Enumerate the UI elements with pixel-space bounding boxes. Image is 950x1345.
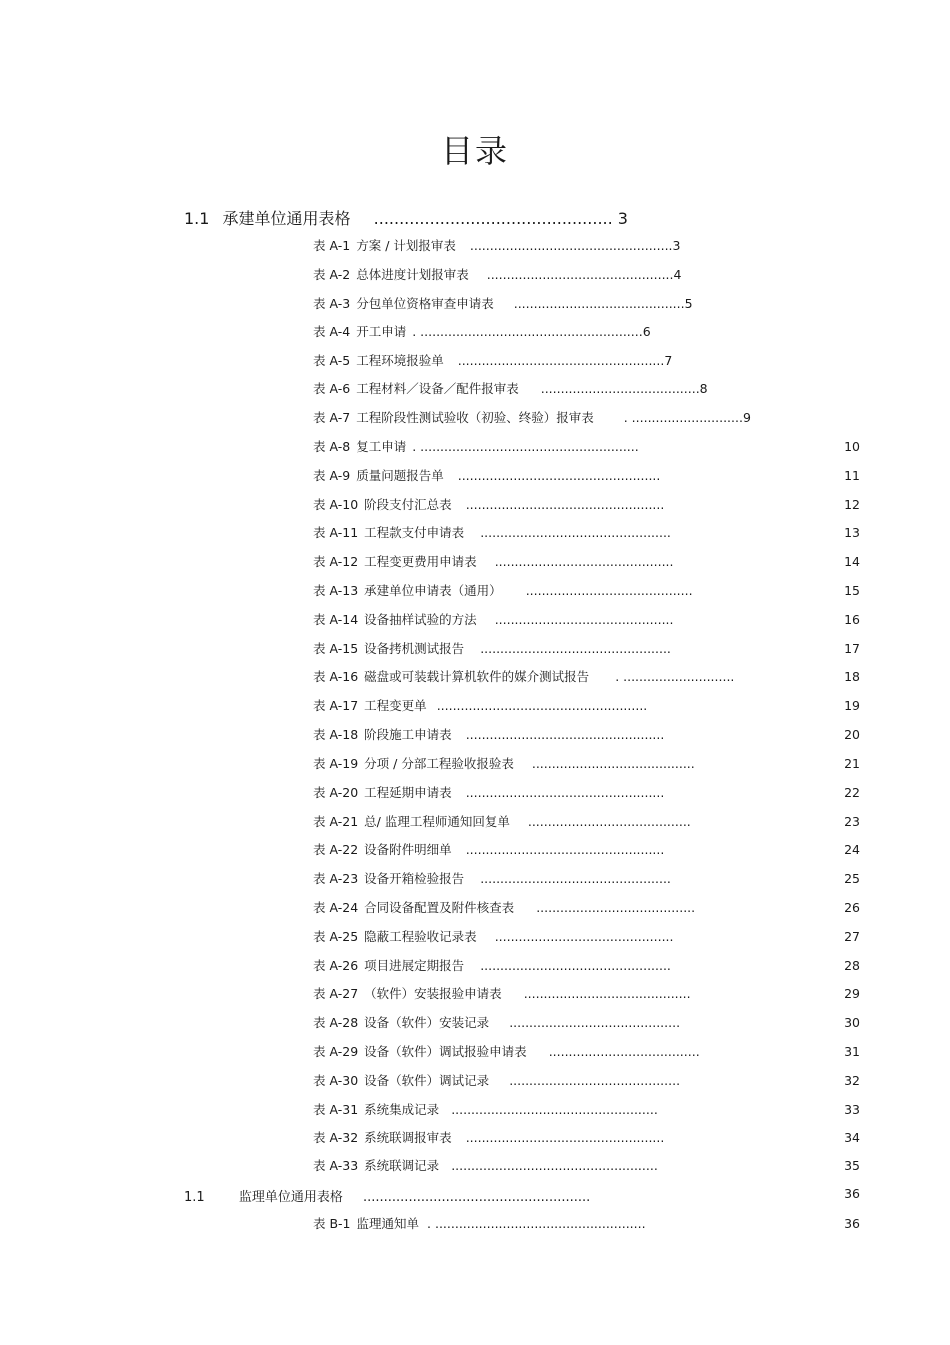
entry-page: 10 bbox=[844, 439, 860, 454]
entry-code: 表 A-8 bbox=[313, 439, 351, 454]
entry-label: 阶段施工申请表 bbox=[364, 727, 452, 742]
leader-dots: ....................................................... bbox=[362, 1190, 591, 1205]
entry-page: 17 bbox=[844, 641, 860, 656]
leader-dots: .......................................... bbox=[525, 583, 693, 598]
entry-page: 29 bbox=[844, 986, 860, 1001]
leader-dots: ................................................ bbox=[480, 871, 671, 886]
toc-entry[interactable] bbox=[313, 525, 671, 541]
leader-dots: ..................................................... bbox=[436, 698, 648, 713]
toc-entry[interactable] bbox=[313, 1044, 700, 1060]
entry-page: 33 bbox=[844, 1102, 860, 1117]
section-heading-supervisor[interactable] bbox=[184, 1186, 590, 1205]
entry-label: 质量问题报告单 bbox=[356, 468, 444, 483]
entry-code: 表 A-19 bbox=[313, 756, 359, 771]
entry-code: 表 A-6 bbox=[313, 381, 351, 396]
entry-label: 合同设备配置及附件核查表 bbox=[364, 900, 515, 915]
entry-code: 表 A-28 bbox=[313, 1015, 359, 1030]
entry-code: 表 A-24 bbox=[313, 900, 359, 915]
entry-code: 表 A-2 bbox=[313, 267, 351, 282]
leader-dots: ............................................... bbox=[486, 267, 674, 282]
entry-page: 9 bbox=[742, 410, 751, 425]
entry-label: 项目进展定期报告 bbox=[364, 958, 465, 973]
toc-entry[interactable] bbox=[313, 727, 664, 743]
entry-label: 阶段支付汇总表 bbox=[364, 497, 452, 512]
leader-dots: ................................................... bbox=[457, 468, 661, 483]
toc-entry[interactable] bbox=[313, 958, 671, 974]
entry-label: 总/ 监理工程师通知回复单 bbox=[364, 814, 510, 829]
entry-code: 表 A-16 bbox=[313, 669, 359, 684]
leader-dots: ............................................. bbox=[494, 612, 674, 627]
leader-dots: .................................................. bbox=[465, 785, 665, 800]
entry-label: 承建单位申请表（通用） bbox=[364, 583, 502, 598]
toc-entry[interactable] bbox=[313, 497, 664, 513]
entry-code: 表 A-31 bbox=[313, 1102, 359, 1117]
entry-page: 21 bbox=[844, 756, 860, 771]
entry-code: 表 A-32 bbox=[313, 1130, 359, 1145]
entry-code: 表 A-3 bbox=[313, 296, 351, 311]
entry-page: 31 bbox=[844, 1044, 860, 1059]
entry-page: 15 bbox=[844, 583, 860, 598]
entry-label: 设备（软件）调试报验申请表 bbox=[364, 1044, 527, 1059]
entry-code: 表 A-33 bbox=[313, 1158, 359, 1173]
entry-label: 设备抽样试验的方法 bbox=[364, 612, 477, 627]
toc-entry[interactable] bbox=[313, 871, 671, 887]
entry-page: 16 bbox=[844, 612, 860, 627]
entry-code: 表 A-29 bbox=[313, 1044, 359, 1059]
entry-page: 7 bbox=[664, 353, 673, 368]
toc-entry[interactable] bbox=[313, 238, 681, 254]
entry-label: 系统联调记录 bbox=[364, 1158, 440, 1173]
entry-page: 26 bbox=[844, 900, 860, 915]
toc-entry[interactable] bbox=[313, 439, 639, 455]
toc-entry[interactable] bbox=[313, 986, 691, 1002]
entry-label: 系统集成记录 bbox=[364, 1102, 440, 1117]
entry-page: 36 bbox=[844, 1216, 860, 1231]
entry-code: 表 A-9 bbox=[313, 468, 351, 483]
leader-dots: .................................................. bbox=[465, 497, 665, 512]
entry-code: 表 A-11 bbox=[313, 525, 359, 540]
section-label: 承建单位通用表格 bbox=[222, 209, 351, 228]
entry-page: 22 bbox=[844, 785, 860, 800]
entry-code: 表 A-20 bbox=[313, 785, 359, 800]
entry-page: 4 bbox=[673, 267, 682, 282]
toc-entry[interactable] bbox=[313, 1015, 680, 1031]
leader-dots: ................................................ bbox=[480, 641, 671, 656]
toc-entry[interactable] bbox=[313, 612, 674, 628]
leader-dots: .................................................. bbox=[465, 1130, 665, 1145]
entry-label: 设备（软件）调试记录 bbox=[364, 1073, 490, 1088]
leader-dots: .................................................. bbox=[465, 842, 665, 857]
entry-label: 设备（软件）安装记录 bbox=[364, 1015, 490, 1030]
entry-label: 工程阶段性测试验收（初验、终验）报审表 bbox=[356, 410, 594, 425]
toc-entry[interactable] bbox=[313, 669, 734, 685]
toc-entry[interactable] bbox=[313, 842, 664, 858]
leader-dots: .................................................. bbox=[465, 727, 665, 742]
entry-label: 方案 / 计划报审表 bbox=[356, 238, 456, 253]
leader-dots: ......................................... bbox=[527, 814, 691, 829]
section-page: 36 bbox=[844, 1186, 860, 1201]
entry-label: 工程延期申请表 bbox=[364, 785, 452, 800]
entry-code: 表 A-5 bbox=[313, 353, 351, 368]
toc-entry[interactable] bbox=[313, 554, 674, 570]
entry-code: 表 B-1 bbox=[313, 1216, 351, 1231]
entry-page: 8 bbox=[699, 381, 708, 396]
entry-code: 表 A-27 bbox=[313, 986, 359, 1001]
entry-label: 设备附件明细单 bbox=[364, 842, 452, 857]
entry-code: 表 A-7 bbox=[313, 410, 351, 425]
toc-entry[interactable] bbox=[313, 756, 695, 772]
leader-dots: ............................................... bbox=[373, 209, 613, 228]
entry-page: 20 bbox=[844, 727, 860, 742]
entry-code: 表 A-22 bbox=[313, 842, 359, 857]
entry-code: 表 A-15 bbox=[313, 641, 359, 656]
section-heading-contractor[interactable] bbox=[184, 206, 628, 229]
leader-dots: . ..................................................... bbox=[427, 1216, 646, 1231]
leader-dots: ............................................. bbox=[494, 554, 674, 569]
section-page: 3 bbox=[617, 209, 628, 228]
section-number: 1.1 bbox=[184, 209, 210, 228]
leader-dots: ................................................ bbox=[480, 525, 671, 540]
entry-label: 磁盘或可装载计算机软件的媒介测试报告 bbox=[364, 669, 590, 684]
entry-label: 工程变更费用申请表 bbox=[364, 554, 477, 569]
leader-dots: .................................................... bbox=[451, 1158, 658, 1173]
entry-label: 总体进度计划报审表 bbox=[356, 267, 469, 282]
leader-dots: . ............................ bbox=[623, 410, 743, 425]
toc-entry[interactable] bbox=[313, 583, 693, 599]
entry-label: 开工申请 bbox=[356, 324, 407, 339]
entry-code: 表 A-14 bbox=[313, 612, 359, 627]
entry-label: 监理通知单 bbox=[356, 1216, 420, 1231]
entry-page: 19 bbox=[844, 698, 860, 713]
toc-entry[interactable] bbox=[313, 267, 681, 283]
entry-page: 12 bbox=[844, 497, 860, 512]
entry-code: 表 A-12 bbox=[313, 554, 359, 569]
entry-page: 32 bbox=[844, 1073, 860, 1088]
leader-dots: . ........................................................ bbox=[412, 324, 643, 339]
entry-page: 24 bbox=[844, 842, 860, 857]
entry-label: 工程款支付申请表 bbox=[364, 525, 465, 540]
section-label: 监理单位通用表格 bbox=[238, 1190, 343, 1205]
leader-dots: . ....................................................... bbox=[412, 439, 639, 454]
entry-page: 14 bbox=[844, 554, 860, 569]
entry-label: 分包单位资格审查申请表 bbox=[356, 296, 494, 311]
entry-label: 隐蔽工程验收记录表 bbox=[364, 929, 477, 944]
leader-dots: ........................................... bbox=[509, 1073, 681, 1088]
entry-code: 表 A-18 bbox=[313, 727, 359, 742]
toc-entry[interactable] bbox=[313, 410, 751, 426]
toc-entry[interactable] bbox=[313, 468, 660, 484]
toc-entry[interactable] bbox=[313, 698, 647, 714]
entry-code: 表 A-10 bbox=[313, 497, 359, 512]
entry-page: 11 bbox=[844, 468, 860, 483]
toc-entry[interactable] bbox=[313, 353, 672, 369]
entry-page: 27 bbox=[844, 929, 860, 944]
entry-page: 5 bbox=[684, 296, 693, 311]
entry-label: 设备拷机测试报告 bbox=[364, 641, 465, 656]
entry-code: 表 A-25 bbox=[313, 929, 359, 944]
leader-dots: ................................................... bbox=[469, 238, 673, 253]
entry-label: 设备开箱检验报告 bbox=[364, 871, 465, 886]
entry-label: 工程环境报验单 bbox=[356, 353, 444, 368]
entry-label: 系统联调报审表 bbox=[364, 1130, 452, 1145]
leader-dots: .................................................... bbox=[451, 1102, 658, 1117]
toc-entry[interactable] bbox=[313, 1216, 646, 1232]
leader-dots: ........................................... bbox=[513, 296, 685, 311]
entry-page: 3 bbox=[672, 238, 681, 253]
entry-page: 28 bbox=[844, 958, 860, 973]
toc-entry[interactable] bbox=[313, 641, 671, 657]
toc-entry[interactable] bbox=[313, 381, 708, 397]
toc-entry[interactable] bbox=[313, 296, 693, 312]
toc-entry[interactable] bbox=[313, 324, 651, 340]
entry-label: （软件）安装报验申请表 bbox=[364, 986, 502, 1001]
leader-dots: ........................................ bbox=[536, 900, 696, 915]
leader-dots: .......................................... bbox=[523, 986, 691, 1001]
entry-page: 23 bbox=[844, 814, 860, 829]
page-title: 目录 bbox=[440, 132, 509, 170]
toc-entry[interactable] bbox=[313, 1130, 664, 1146]
entry-page: 35 bbox=[844, 1158, 860, 1173]
toc-entry[interactable] bbox=[313, 814, 691, 830]
entry-page: 18 bbox=[844, 669, 860, 684]
toc-entry[interactable] bbox=[313, 1073, 680, 1089]
entry-label: 工程材料／设备／配件报审表 bbox=[356, 381, 519, 396]
leader-dots: ................................................ bbox=[480, 958, 671, 973]
section-number: 1.1 bbox=[184, 1190, 205, 1205]
entry-code: 表 A-23 bbox=[313, 871, 359, 886]
toc-entry[interactable] bbox=[313, 1158, 658, 1174]
leader-dots: . ............................ bbox=[615, 669, 735, 684]
toc-entry[interactable] bbox=[313, 1102, 658, 1118]
entry-code: 表 A-4 bbox=[313, 324, 351, 339]
entry-code: 表 A-21 bbox=[313, 814, 359, 829]
entry-page: 34 bbox=[844, 1130, 860, 1145]
entry-page: 25 bbox=[844, 871, 860, 886]
entry-code: 表 A-26 bbox=[313, 958, 359, 973]
entry-code: 表 A-13 bbox=[313, 583, 359, 598]
leader-dots: ......................................... bbox=[531, 756, 695, 771]
toc-entry[interactable] bbox=[313, 929, 674, 945]
leader-dots: ........................................ bbox=[540, 381, 700, 396]
leader-dots: .................................................... bbox=[457, 353, 665, 368]
entry-label: 复工申请 bbox=[356, 439, 407, 454]
leader-dots: ............................................. bbox=[494, 929, 674, 944]
entry-code: 表 A-17 bbox=[313, 698, 359, 713]
entry-page: 30 bbox=[844, 1015, 860, 1030]
toc-entry[interactable] bbox=[313, 785, 664, 801]
entry-code: 表 A-1 bbox=[313, 238, 351, 253]
entry-code: 表 A-30 bbox=[313, 1073, 359, 1088]
entry-label: 工程变更单 bbox=[364, 698, 427, 713]
toc-entry[interactable] bbox=[313, 900, 695, 916]
entry-label: 分项 / 分部工程验收报验表 bbox=[364, 756, 514, 771]
entry-page: 13 bbox=[844, 525, 860, 540]
leader-dots: ........................................... bbox=[509, 1015, 681, 1030]
entry-page: 6 bbox=[642, 324, 651, 339]
leader-dots: ...................................... bbox=[548, 1044, 700, 1059]
